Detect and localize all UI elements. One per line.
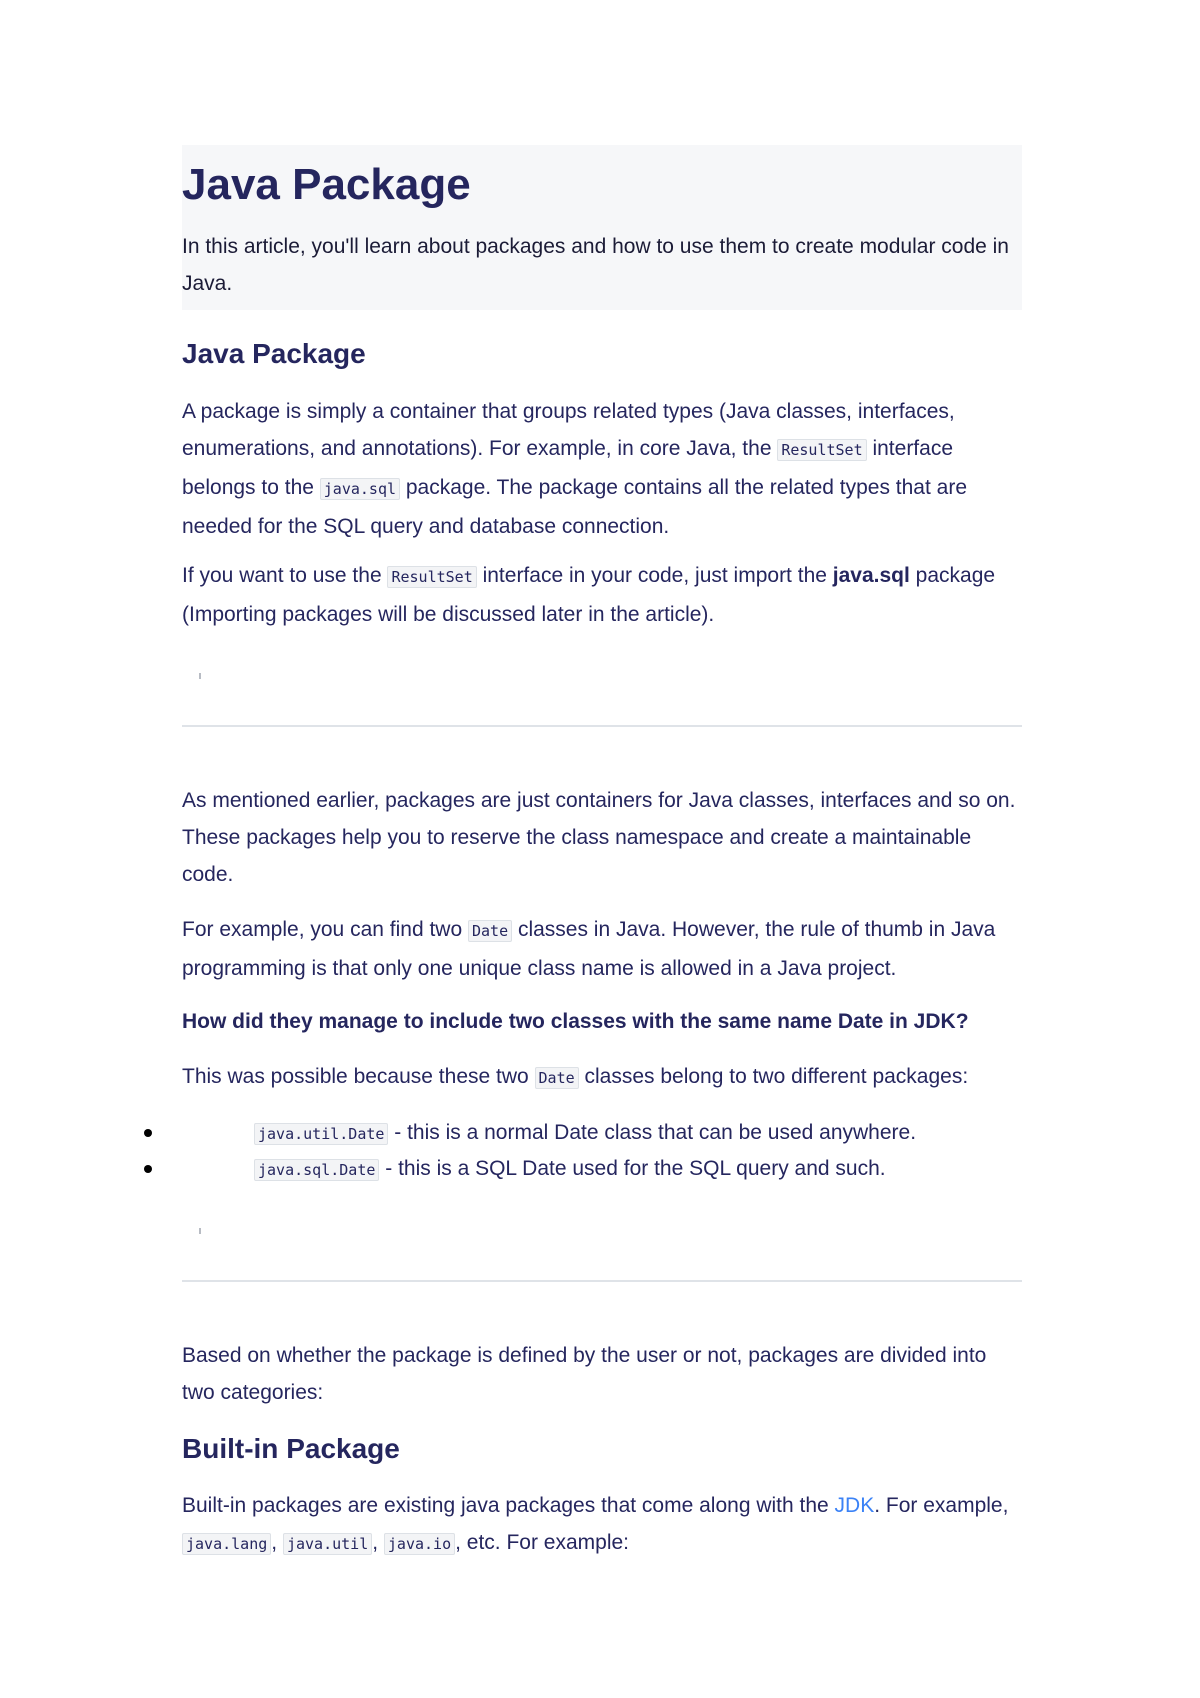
page-title: Java Package bbox=[182, 160, 471, 209]
intro-paragraph: In this article, you'll learn about packages and how to use them to create modular code in Java. bbox=[182, 235, 1009, 295]
built-in-paragraph: Built-in packages are existing java packages that come along with the JDK. For example, java.lang , java.util , java.io , etc. For example: bbox=[182, 1494, 1009, 1554]
code-java-io: java.io bbox=[384, 1533, 455, 1555]
code-java-sql-date: java.sql.Date bbox=[254, 1159, 379, 1181]
code-java-util: java.util bbox=[283, 1533, 372, 1555]
package-definition-paragraph: A package is simply a container that groups related types (Java classes, interfaces, enumerations, and annotations). For example, in core Java, the ResultSet interface belongs to the java.sql package. The package contains all the related types that are needed for the SQL query and database connection. bbox=[182, 400, 968, 538]
question-heading: How did they manage to include two classes with the same name Date in JDK? bbox=[182, 1010, 969, 1033]
code-resultset: ResultSet bbox=[387, 566, 476, 588]
date-example-paragraph: For example, you can find two Date classes in Java. However, the rule of thumb in Java programming is that only one unique class name is allowed in a Java project. bbox=[182, 918, 996, 980]
tick-mark bbox=[199, 673, 201, 679]
bullet-icon bbox=[144, 1165, 152, 1173]
section-heading-built-in-package: Built-in Package bbox=[182, 1433, 400, 1464]
divider bbox=[182, 725, 1022, 727]
containers-paragraph: As mentioned earlier, packages are just containers for Java classes, interfaces and so on. These packages help you to reserve the class namespace and create a maintainable code. bbox=[182, 789, 1016, 886]
code-java-lang: java.lang bbox=[182, 1533, 271, 1555]
section-heading-java-package: Java Package bbox=[182, 338, 366, 369]
code-date: Date bbox=[535, 1067, 579, 1089]
document-page: Java Package In this article, you'll learn about packages and how to use them to create modular code in Java. Java Package A package is simply a container that groups related types (Java classes, interfaces, enumerations, and annotations). For example, in core Java, the ResultSet interface belongs to the java.sql package. The package contains all the related types that are needed for the SQL query and database connection. If you want to use the ResultSet interface in your code, just import the java.sql package (Importing packages will be discussed later in the article). As mentioned earlier, packages are just containers for Java classes, interfaces and so on. These packages help you to reserve the class namespace and create a maintainable code. For example, you can find two Date classes in Java. However, the rule of thumb in Java programming is that only one unique class name is allowed in a Java project. How did they manage to include two classes with the same name Date in JDK? This was possible because these two Date classes belong to two different packages: java.util.Date - this is a normal Date class that can be used anywhere. java.sql.Date - this is a SQL Date used for the SQL query and such. Based on whether the package is defined by the user or not, packages are divided into two categories: Built-in Package Built-in packages are existing java packages that come along with the JDK. For example, java.lang , java.util , java.io , etc. For example: bbox=[0, 0, 1200, 1698]
tick-mark bbox=[199, 1228, 201, 1234]
code-resultset: ResultSet bbox=[777, 439, 866, 461]
categories-paragraph: Based on whether the package is defined by the user or not, packages are divided into two categories: bbox=[182, 1344, 987, 1404]
bullet-icon bbox=[144, 1129, 152, 1137]
jdk-link[interactable]: JDK bbox=[834, 1494, 875, 1517]
two-packages-paragraph: This was possible because these two Date classes belong to two different packages: bbox=[182, 1065, 969, 1088]
import-paragraph: If you want to use the ResultSet interface in your code, just import the java.sql package (Importing packages will be discussed later in the article). bbox=[182, 564, 996, 626]
code-java-sql: java.sql bbox=[320, 478, 400, 500]
code-java-util-date: java.util.Date bbox=[254, 1123, 388, 1145]
bold-java-sql: java.sql bbox=[832, 564, 910, 587]
divider bbox=[182, 1280, 1022, 1282]
code-date: Date bbox=[468, 920, 512, 942]
